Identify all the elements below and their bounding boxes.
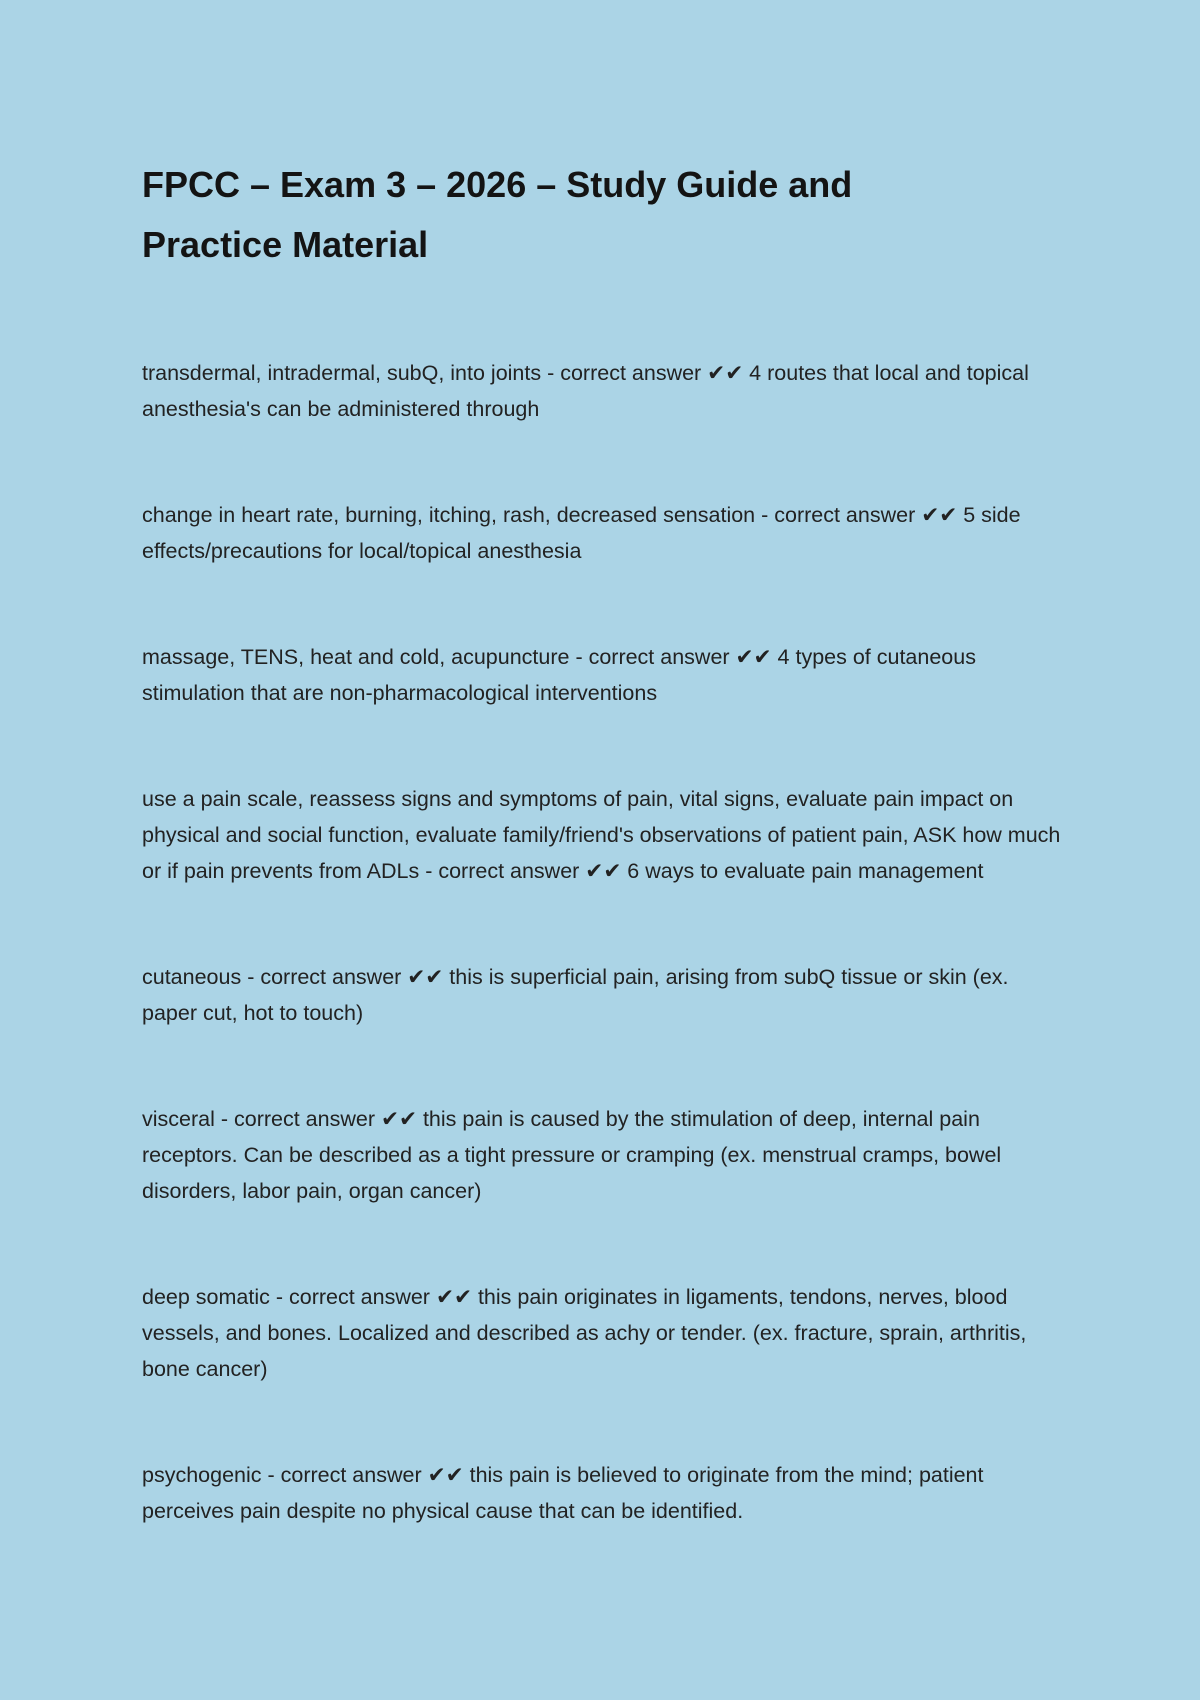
qa-item: cutaneous - correct answer ✔✔ this is superficial pain, arising from subQ tissue or skin (ex. paper cut, hot to touch) — [142, 965, 1009, 1025]
qa-item: use a pain scale, reassess signs and symptoms of pain, vital signs, evaluate pain impact on physical and social function, evaluate family/friend's observations of patient pain, ASK how much or if pain prevents from ADLs - correct answer ✔✔ 6 ways to evaluate pain management — [142, 787, 1061, 883]
page-title: FPCC – Exam 3 – 2026 – Study Guide and Practice Material — [142, 164, 853, 265]
qa-item: deep somatic - correct answer ✔✔ this pain originates in ligaments, tendons, nerves, blood vessels, and bones. Localized and described as achy or tender. (ex. fracture, sprain, arthritis, bone cancer) — [142, 1285, 1027, 1381]
qa-item: transdermal, intradermal, subQ, into joints - correct answer ✔✔ 4 routes that local and topical anesthesia's can be administered through — [142, 361, 1029, 421]
qa-item: change in heart rate, burning, itching, rash, decreased sensation - correct answer ✔✔ 5 side effects/precautions for local/topical anesthesia — [142, 503, 1021, 563]
qa-item: massage, TENS, heat and cold, acupuncture - correct answer ✔✔ 4 types of cutaneous stimulation that are non-pharmacological interventions — [142, 645, 976, 705]
qa-item: visceral - correct answer ✔✔ this pain is caused by the stimulation of deep, internal pain receptors. Can be described as a tight pressure or cramping (ex. menstrual cramps, bowel disorders, labor pain, organ cancer) — [142, 1107, 1002, 1203]
qa-list — [142, 355, 1070, 1529]
qa-item: psychogenic - correct answer ✔✔ this pain is believed to originate from the mind; patient perceives pain despite no physical cause that can be identified. — [142, 1463, 984, 1523]
